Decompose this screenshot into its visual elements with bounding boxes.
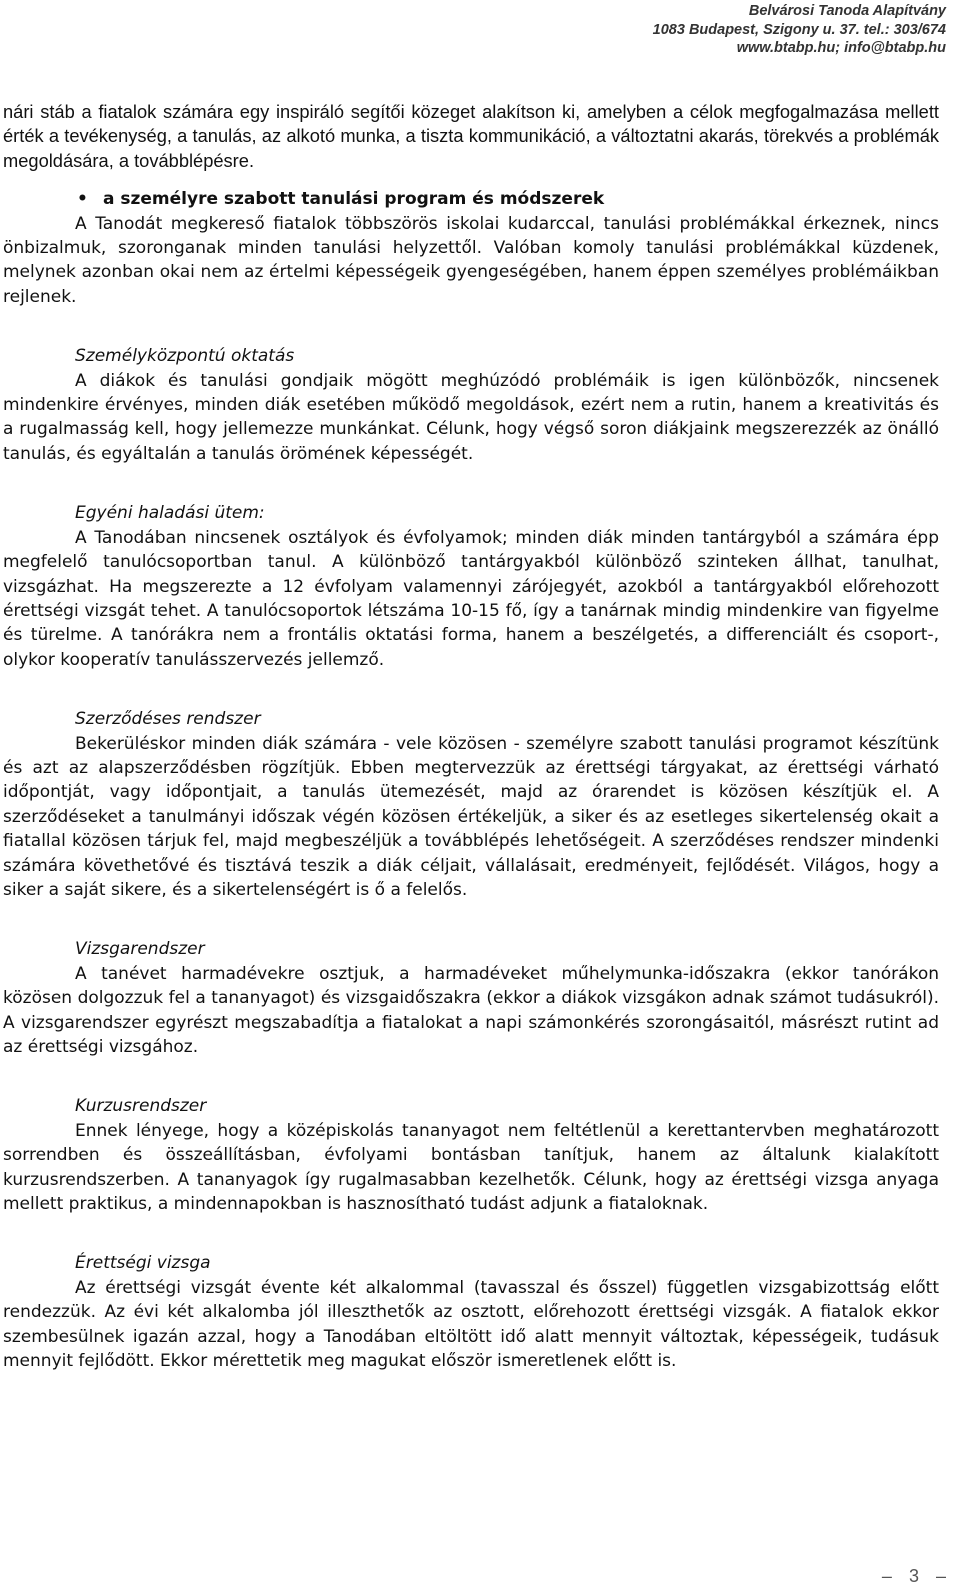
section-egyeni-haladasi-utem xyxy=(3,501,939,672)
section-heading: Vizsgarendszer xyxy=(75,939,205,960)
section-text: Az érettségi vizsgát évente két alkalommal (tavasszal és ősszel) független vizsgabizottság előtt rendezzük. Az évi két alkalomba jól illeszthetők az osztott, előrehozott érettségi vizsgák. A fiatalok ekkor szembesülnek igazán azzal, hogy a Tanodában eltöltött idő alatt mennyit változtak, képességeik, tudásuk mennyit fejlődött. Ekkor mérettetik meg magukat először ismeretlenek előtt is. xyxy=(3,1277,939,1372)
footer-dash-right: – xyxy=(935,1566,946,1586)
page-header xyxy=(653,2,946,58)
section-heading: Szerződéses rendszer xyxy=(75,709,261,730)
document-body xyxy=(3,100,939,1373)
section-szerzodeses-rendszer xyxy=(3,707,939,902)
footer-dash-left: – xyxy=(881,1566,892,1586)
section-heading: Kurzusrendszer xyxy=(75,1096,207,1117)
section-text: A diákok és tanulási gondjaik mögött meghúzódó problémáik is igen különbözők, nincsenek mindenkire érvényes, minden diák esetében működő megoldások, ezért nem a rutin, hanem a kreativitás és a rugalmasság kell, hogy jellemezze munkánkat. Célunk, hogy végső soron diákjaink megszerezzék az önálló tanulás, és egyáltalán a tanulás örömének képességét. xyxy=(3,370,939,464)
section-text: A Tanodában nincsenek osztályok és évfolyamok; minden diák minden tantárgyból a számára épp megfelelő tanulócsoportban tanul. A különböző tantárgyakból különböző szinteken állhat, tanulhat, vizsgázhat. Ha megszerezte a 12 évfolyam valamennyi zárójegyét, azokból a tantárgyakból előrehozott érettségi vizsgát tehet. A tanulócsoportok létszáma 10-15 fő, így a tanárnak mindig mindenkire van figyelme és türelme. A tanórákra nem a frontális oktatási forma, hanem a beszélgetés, a differenciált és csoport-, olykor kooperatív tanulásszervezés jellemző. xyxy=(3,527,939,670)
page-number: 3 xyxy=(908,1566,919,1586)
section-text: Ennek lényege, hogy a középiskolás tananyagot nem feltétlenül a kerettantervben meghatározott sorrendben és összeállításban, évfolyami bontásban tanítjuk, hanem az általunk kialakított kurzusrendszerben. A tananyagok így rugalmasabban kezelhetők. Célunk, hogy az érettségi vizsga anyaga mellett praktikus, a mindennapokban is hasznosítható tudást adjunk a fiataloknak. xyxy=(3,1120,939,1215)
header-address: 1083 Budapest, Szigony u. 37. tel.: 303/674 xyxy=(652,21,946,38)
section-kurzusrendszer xyxy=(3,1094,939,1216)
header-web: www.btabp.hu; info@btabp.hu xyxy=(736,40,946,56)
bullet-paragraph: A Tanodát megkereső fiatalok többszörös iskolai kudarccal, tanulási problémákkal érkeznek, nincs önbizalmuk, szoronganak minden tanulási helyzettől. Valóban komoly tanulási problémákkal küzdenek, melynek azonban okai nem az értelmi képességeik gyengeségében, hanem éppen személyes problémáikban rejlenek. xyxy=(3,213,939,307)
bullet-dot-icon: • xyxy=(77,189,88,210)
section-szemelykozpontu xyxy=(3,344,939,466)
intro-paragraph: nári stáb a fiatalok számára egy inspiráló segítői közeget alakítson ki, amelyben a célok megfogalmazása mellett érték a tevékenység, a tanulás, az alkotó munka, a tiszta kommunikáció, a változtatni akarás, törekvés a problémák megoldására, a továbblépésre. xyxy=(3,101,939,171)
section-heading: Érettségi vizsga xyxy=(75,1253,211,1274)
section-heading: Személyközpontú oktatás xyxy=(75,346,295,367)
section-erettsegi-vizsga xyxy=(3,1251,939,1373)
header-org: Belvárosi Tanoda Alapítvány xyxy=(748,3,946,19)
section-text: Bekerüléskor minden diák számára - vele közösen - személyre szabott tanulási programot készítünk és azt az alapszerződésben rögzítjük. Ebben megtervezzük az érettségi tárgyakat, az érettségi várható időpontját, vagy időpontjait, a tanulás ütemezését, majd az órarendet is közösen készítjük el. A szerződéseket a tanulmányi időszak végén közösen értékeljük, a siker és az esetleges sikertelenség okait a fiatallal közösen tárjuk fel, majd megbeszéljük a továbblépés lehetőségeit. A szerződéses rendszer mindenki számára követhetővé és tisztává teszik a diák céljait, vállalásait, eredményeit, fejlődését. Világos, hogy a siker a saját sikere, és a sikertelenségért is ő a felelős. xyxy=(3,733,939,900)
section-vizsgarendszer xyxy=(3,937,939,1059)
page-footer xyxy=(870,1566,946,1587)
section-heading: Egyéni haladási ütem: xyxy=(75,503,265,524)
section-text: A tanévet harmadévekre osztjuk, a harmadéveket műhelymunka-időszakra (ekkor tanórákon közösen dolgozzuk fel a tananyagot) és vizsgaidőszakra (ekkor a diákok vizsgákon adnak számot tudásukról). A vizsgarendszer egyrészt megszabadítja a fiatalokat a napi számonkérés szorongásaitól, másrészt rutint ad az érettségi vizsgához. xyxy=(3,963,939,1057)
bullet-title: a személyre szabott tanulási program és módszerek xyxy=(103,189,605,210)
bullet-item xyxy=(3,187,939,211)
